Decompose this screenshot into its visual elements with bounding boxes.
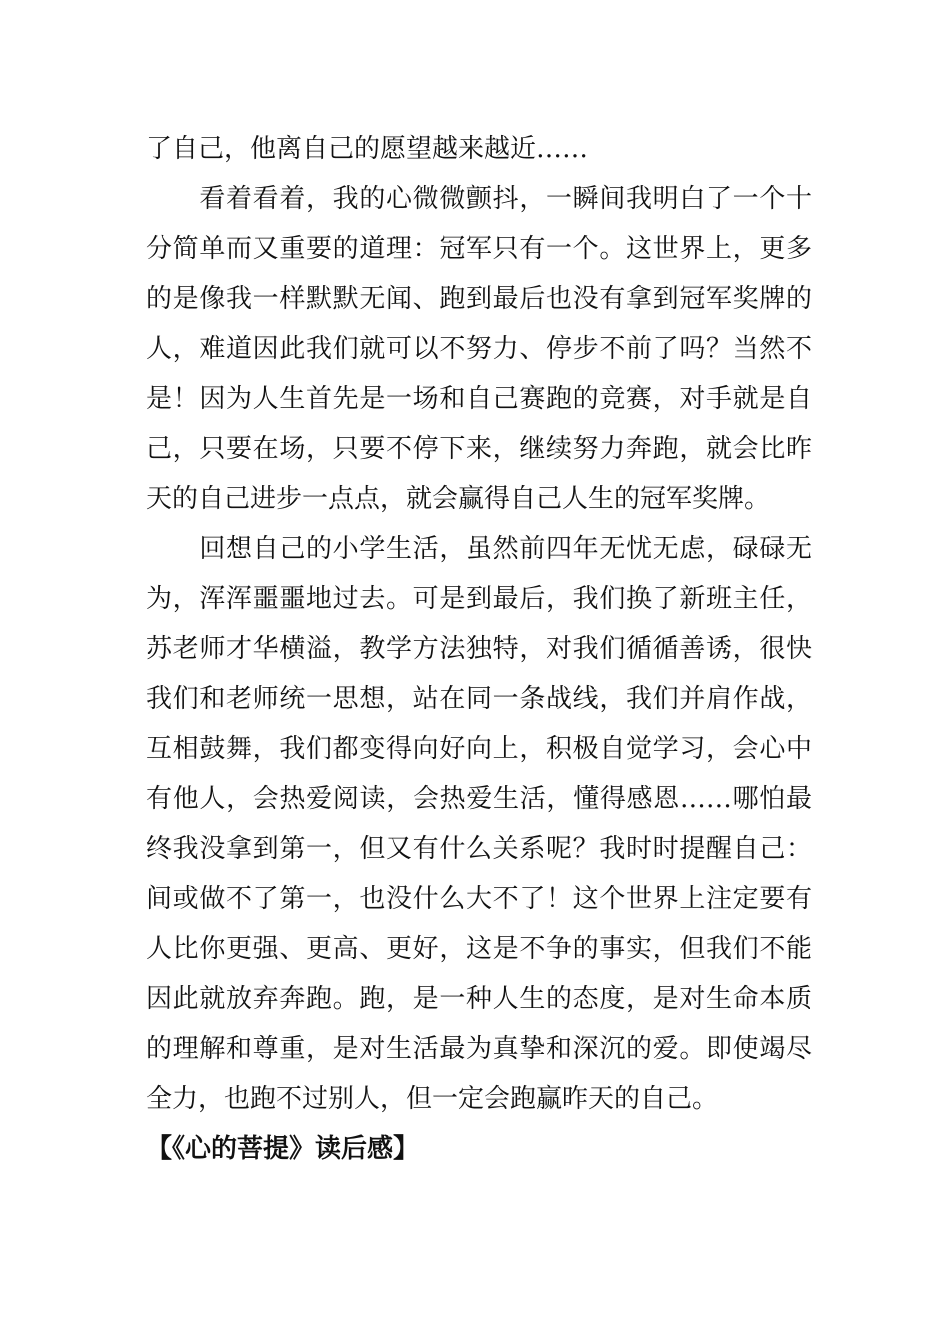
text-line: 的理解和尊重，是对生活最为真挚和深沉的爱。即使竭尽	[146, 1034, 812, 1064]
text-line: 己，只要在场，只要不停下来，继续努力奔跑，就会比昨	[146, 434, 812, 464]
section-heading: 【《心的菩提》读后感】	[146, 1134, 420, 1164]
paragraph-school-life	[146, 524, 812, 1124]
text-line: 了自己，他离自己的愿望越来越近……	[146, 134, 589, 164]
text-line: 全力，也跑不过别人，但一定会跑赢昨天的自己。	[146, 1084, 719, 1114]
text-line: 天的自己进步一点点，就会赢得自己人生的冠军奖牌。	[146, 484, 771, 514]
text-line: 因此就放弃奔跑。跑，是一种人生的态度，是对生命本质	[146, 984, 812, 1014]
paragraph-champion	[146, 174, 812, 524]
text-line: 看着看着，我的心微微颤抖，一瞬间我明白了一个十	[146, 184, 812, 214]
text-line: 人，难道因此我们就可以不努力、停步不前了吗？当然不	[146, 334, 812, 364]
text-line: 我们和老师统一思想，站在同一条战线，我们并肩作战，	[146, 684, 812, 714]
text-line: 的是像我一样默默无闻、跑到最后也没有拿到冠军奖牌的	[146, 284, 812, 314]
paragraph-continuation	[146, 124, 812, 174]
text-line: 分简单而又重要的道理：冠军只有一个。这世界上，更多	[146, 234, 812, 264]
text-line: 人比你更强、更高、更好，这是不争的事实，但我们不能	[146, 934, 812, 964]
text-line: 是！因为人生首先是一场和自己赛跑的竞赛，对手就是自	[146, 384, 812, 414]
text-line: 终我没拿到第一，但又有什么关系呢？我时时提醒自己：	[146, 834, 812, 864]
text-line: 有他人，会热爱阅读，会热爱生活，懂得感恩……哪怕最	[146, 784, 812, 814]
text-line: 为，浑浑噩噩地过去。可是到最后，我们换了新班主任，	[146, 584, 812, 614]
text-line: 苏老师才华横溢，教学方法独特，对我们循循善诱，很快	[146, 634, 812, 664]
text-line: 回想自己的小学生活，虽然前四年无忧无虑，碌碌无	[146, 534, 812, 564]
document-body	[146, 124, 812, 1174]
text-line: 互相鼓舞，我们都变得向好向上，积极自觉学习，会心中	[146, 734, 812, 764]
text-line: 间或做不了第一，也没什么大不了！这个世界上注定要有	[146, 884, 812, 914]
